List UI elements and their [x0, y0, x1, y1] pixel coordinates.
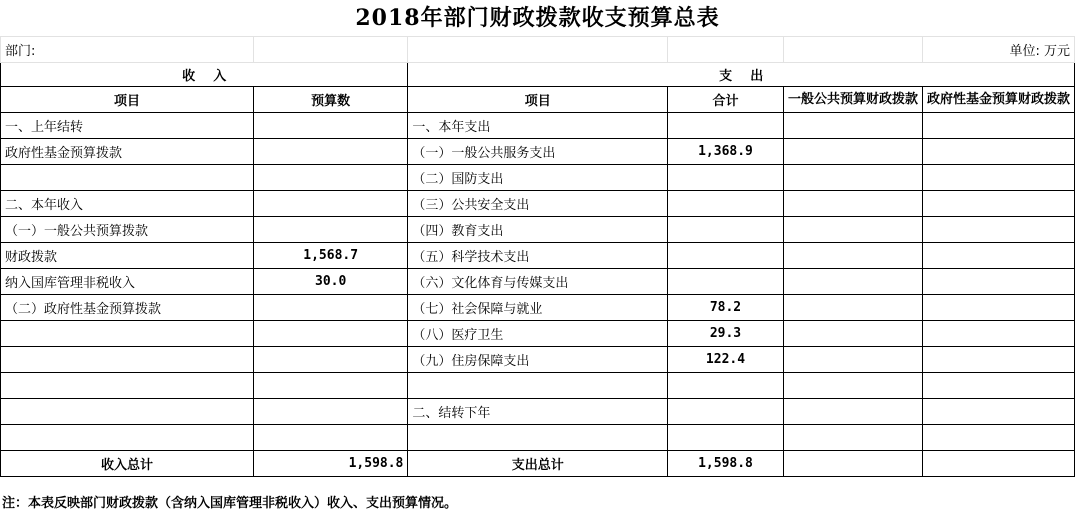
income-value [253, 399, 407, 425]
column-header-income-budget: 预算数 [253, 87, 407, 113]
expense-value [668, 191, 784, 217]
income-item [1, 165, 254, 191]
budget-table [0, 36, 1075, 477]
column-header-income-item: 项目 [1, 87, 254, 113]
income-item [1, 425, 254, 451]
expense-item: （五）科学技术支出 [408, 243, 668, 269]
income-total-label: 收入总计 [1, 451, 254, 477]
expense-item: （三）公共安全支出 [408, 191, 668, 217]
income-value [253, 113, 407, 139]
expense-section-header: 支 出 [408, 63, 1075, 87]
table-row [1, 295, 1075, 321]
expense-value [668, 399, 784, 425]
income-item: 二、本年收入 [1, 191, 254, 217]
expense-item [408, 425, 668, 451]
column-header-general-budget: 一般公共预算财政拨款 [783, 87, 922, 113]
income-value [253, 139, 407, 165]
income-value [253, 165, 407, 191]
dept-label: 部门: [1, 37, 254, 63]
income-section-header: 收 入 [1, 63, 408, 87]
expense-value: 29.3 [668, 321, 784, 347]
meta-row [1, 37, 1075, 63]
expense-item: （六）文化体育与传媒支出 [408, 269, 668, 295]
income-value [253, 425, 407, 451]
income-item: （二）政府性基金预算拨款 [1, 295, 254, 321]
income-value: 1,568.7 [253, 243, 407, 269]
expense-total-value: 1,598.8 [668, 451, 784, 477]
table-row [1, 139, 1075, 165]
income-value [253, 295, 407, 321]
table-row [1, 321, 1075, 347]
column-header-expense-total: 合计 [668, 87, 784, 113]
expense-item: （四）教育支出 [408, 217, 668, 243]
table-row [1, 425, 1075, 451]
income-value [253, 373, 407, 399]
expense-value: 78.2 [668, 295, 784, 321]
income-value: 30.0 [253, 269, 407, 295]
table-row [1, 217, 1075, 243]
page-title: 2018年部门财政拨款收支预算总表 [355, 5, 720, 31]
income-value [253, 347, 407, 373]
expense-value [668, 165, 784, 191]
unit-label: 单位: 万元 [922, 37, 1074, 63]
column-header-expense-item: 项目 [408, 87, 668, 113]
income-item [1, 321, 254, 347]
table-row [1, 373, 1075, 399]
table-row [1, 113, 1075, 139]
income-item: 政府性基金预算拨款 [1, 139, 254, 165]
expense-value [668, 425, 784, 451]
expense-total-label: 支出总计 [408, 451, 668, 477]
income-item [1, 399, 254, 425]
column-header-gov-fund: 政府性基金预算财政拨款 [922, 87, 1074, 113]
income-item: 一、上年结转 [1, 113, 254, 139]
table-row [1, 399, 1075, 425]
section-header-row [1, 63, 1075, 87]
expense-item: （八）医疗卫生 [408, 321, 668, 347]
expense-value [668, 269, 784, 295]
income-item: 财政拨款 [1, 243, 254, 269]
expense-item [408, 373, 668, 399]
table-row [1, 347, 1075, 373]
table-row [1, 269, 1075, 295]
totals-row [1, 451, 1075, 477]
footnote: 注：本表反映部门财政拨款（含纳入国库管理非税收入）收入、支出预算情况。 [2, 496, 458, 511]
income-item [1, 373, 254, 399]
income-value [253, 321, 407, 347]
expense-value: 122.4 [668, 347, 784, 373]
table-row [1, 243, 1075, 269]
expense-item: （九）住房保障支出 [408, 347, 668, 373]
expense-value [668, 217, 784, 243]
expense-item: 二、结转下年 [408, 399, 668, 425]
income-item [1, 347, 254, 373]
expense-value: 1,368.9 [668, 139, 784, 165]
income-item: （一）一般公共预算拨款 [1, 217, 254, 243]
income-value [253, 217, 407, 243]
expense-value [668, 243, 784, 269]
income-item: 纳入国库管理非税收入 [1, 269, 254, 295]
column-header-row [1, 87, 1075, 113]
expense-item: （二）国防支出 [408, 165, 668, 191]
expense-item: （七）社会保障与就业 [408, 295, 668, 321]
expense-item: 一、本年支出 [408, 113, 668, 139]
expense-value [668, 373, 784, 399]
income-total-value: 1,598.8 [253, 451, 407, 477]
table-row [1, 165, 1075, 191]
expense-item: （一）一般公共服务支出 [408, 139, 668, 165]
expense-value [668, 113, 784, 139]
table-row [1, 191, 1075, 217]
income-value [253, 191, 407, 217]
